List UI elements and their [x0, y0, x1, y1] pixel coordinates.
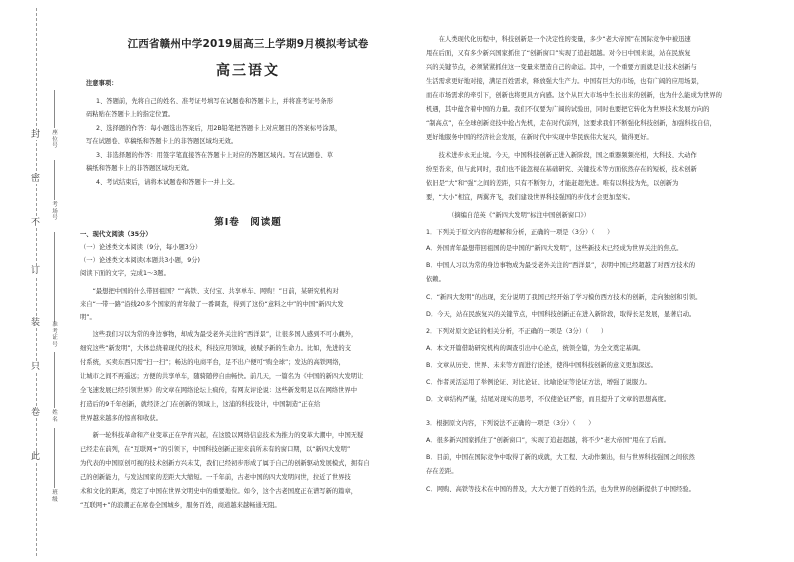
- body-line: 依旧是“大”和“强”之间的差距，只有不断努力，才能赶超先进。唯有以科技为先，以创新为: [426, 180, 679, 187]
- body-line: 来自“一带一路”沿线20多个国家的青年做了一番调查，得到了这份“意料之中”的中国“新四大发: [80, 301, 344, 308]
- notice-line: 1、答题前，先将自己的姓名、准考证号填写在试题卷和答题卡上，并将准考证号条形: [96, 98, 333, 105]
- body-line: 打造后的9千年创新，就经济之门在创新的领域上，这浦的科技设计，中国制造“正在给: [80, 401, 321, 408]
- notice-heading: 注意事项：: [86, 80, 118, 87]
- notice-line: 3、非选择题的作答：用签字笔直接答在答题卡上对应的答题区域内。写在试题卷、草: [96, 152, 333, 159]
- body-line: “最想把中国的什么带回祖国？”“高铁、支付宝、共享单车、网购！”日前，某研究机构对: [80, 288, 339, 295]
- fill-line: [54, 160, 55, 200]
- notice-line: 2、选择题的作答：每小题选出答案后，用2B铅笔把答题卡上对应题目的答案标号涂黑，: [96, 125, 342, 132]
- fill-line: [54, 90, 55, 128]
- body-line: 全飞速发展已经引领世界》的文章在网络论坛上疯传，有网友评论说：这些新发明足以在网络世界中: [80, 387, 358, 394]
- exam-title: 江西省赣州中学2019届高三上学期9月模拟考试卷: [127, 38, 369, 50]
- body-line: 付系统，买卖东西只需“扫一扫”；畅达的电商平台，足不出户便可“购全球”；发达的高铁网络，: [80, 359, 345, 366]
- fill-line: [54, 232, 55, 322]
- answer-option: D．今天，站在民族复兴的关键节点，中国科技创新正在进入新阶段，取得长足发展，显著启动。: [426, 311, 696, 318]
- body-line: 世界越来越多的惊喜和收获。: [80, 415, 162, 422]
- answer-option: B．目前，中国在国际竞争中取得了新的成就，大工程、大动作频出，但与世界科技强国之间依然: [426, 454, 695, 461]
- admission-number-label: 准考证号: [52, 322, 58, 348]
- answer-option: C．“新四大发明”的出现，充分说明了我国已经开始了学习模仿西方技术的创新，走向独创和引领。: [426, 294, 702, 301]
- section-title: 第Ⅰ卷 阅读题: [214, 217, 282, 228]
- seal-char: 装: [31, 318, 41, 328]
- answer-option: A．本文开篇借助研究机构的调查引出中心论点，统领全篇，为全文奠定基调。: [426, 345, 645, 352]
- seal-char: 不: [31, 218, 41, 228]
- body-line: 新一轮科技革命和产业变革正在孕育兴起，在这股以网络信息技术为推力的变革大潮中，中国无疑: [80, 432, 364, 439]
- answer-option: D．文章结构严谨，结尾对现实的思考，不仅使论证严密，而且提升了文章的思想高度。: [426, 396, 671, 403]
- body-line: 技术进步永无止境。今天，中国科技创新正进入新阶段，国之重器频频亮相，大科技、大动作: [426, 152, 697, 159]
- body-line: “制高点”，在全球创新竞技中抢占先机，走在时代前列，这要求我们不断强化科技创新，加强科技自信，: [426, 120, 716, 127]
- class-label: 班级: [52, 490, 58, 503]
- notice-line: 稿纸和答题卡上的非答题区域均无效。: [86, 165, 194, 172]
- seal-char: 卷: [31, 408, 41, 418]
- notice-line: 写在试题卷、草稿纸和答题卡上的非答题区域均无效。: [86, 138, 238, 145]
- body-line: 这些我们习以为常的身边事物，却成为最受老外关注的“西洋景”，让很多国人感到不可小觑外，: [80, 331, 358, 338]
- notice-line: 4、考试结束后，请将本试题卷和答题卡一并上交。: [96, 179, 239, 186]
- seal-line: [36, 8, 37, 556]
- answer-option: 依赖。: [426, 276, 445, 283]
- answer-option: B．文章从历史、世界、未来等方面进行论述，使得中国科技创新的意义更加深远。: [426, 362, 658, 369]
- seal-char: 封: [31, 130, 41, 140]
- fill-line: [54, 352, 55, 408]
- question-stem: 1．下列关于原文内容的理解和分析，正确的一项是（3分）（ ）: [426, 229, 614, 236]
- answer-option: B．中国人习以为常的身边事物成为最受老外关注的“西洋景”，表明中国已经超越了对西方技术的: [426, 262, 696, 269]
- question-stem: 3．根据原文内容，下列说法不正确的一项是（3分）（ ）: [426, 420, 595, 427]
- exam-room-label: 考场号: [52, 202, 58, 221]
- seal-char: 密: [31, 174, 41, 184]
- body-line: （一）论述类文本阅读（9分，每小题3分）: [80, 244, 202, 251]
- body-line: 纷至沓来，但与此同时，我们也不能忽视在基础研究、关键技术等方面依然存在的短板，技术创新: [426, 166, 697, 173]
- fill-line: [54, 428, 55, 488]
- body-line: “互联网+”的浪潮正在席卷全国城乡，服务百姓，商道越来越畅通无阻。: [80, 502, 281, 509]
- body-line: 细究这些“新发明”，大体总绕着现代的技术，科技应用领域，被赋予新的生命力。比如，先进的支: [80, 345, 351, 352]
- seal-char: 只: [31, 362, 41, 372]
- answer-option: A．很多新兴国家抓住了“创新窗口”，实现了追赶超越，将不少“老大帝国”甩在了后面。: [426, 437, 671, 444]
- answer-option: C．网购、高铁等技术在中国的普及，大大方便了百姓的生活，也为世界的创新提供了中国经验。: [426, 486, 695, 493]
- body-line: 让城市之间不再遥远；方便的共享单车，随骑随停自由畅快。前几天，一篇名为《中国的新四大发明让: [80, 373, 364, 380]
- name-label: 姓名: [52, 410, 58, 423]
- answer-option: C．作者灵活运用了举例论证、对比论证、比喻论证等论证方法，增强了说服力。: [426, 379, 651, 386]
- body-line: 在人类现代化历程中，科技创新是一个决定性的变量，多少“老大帝国”在国际竞争中被迅速: [426, 36, 691, 43]
- body-line: 明”。: [80, 314, 96, 321]
- body-line: 更好地服务中国的经济社会发展，在新时代中实现中华民族伟大复兴，做得更好。: [426, 134, 653, 141]
- body-line: 生活需求更好地对接，满足百姓需求，释放强大生产力。中国有巨大的市场，也有广阔的应用场景，: [426, 78, 704, 85]
- seal-char: 此: [31, 452, 41, 462]
- body-line: 阅读下面的文字，完成1～3题。: [80, 270, 170, 277]
- body-line: 甩在后面，又有多少新兴国家抓住了“创新窗口”实现了追赶超越。对今日中国来说，站在民族复: [426, 50, 691, 57]
- source-citation: （摘编自范英《“新四大发明”标注中国创新窗口》）: [426, 212, 590, 219]
- body-line: 一、现代文阅读（35分）: [80, 231, 152, 238]
- seal-char: 订: [31, 266, 41, 276]
- body-line: 兴的关键节点，必须紧紧抓住这一变量来塑造自己的命运。其中，一个重要方面就是让技术创新与: [426, 64, 697, 71]
- body-line: （一）论述类文本阅读(本题共3小题，9分): [80, 257, 200, 264]
- question-stem: 2．下列对原文论证的相关分析，不正确的一项是（3分）（ ）: [426, 328, 608, 335]
- answer-option: A．外国青年最想带回祖国的是中国的“新四大发明”，这些新技术已经成为世界关注的焦点。: [426, 245, 683, 252]
- notice-line: 码粘贴在答题卡上的指定位置。: [86, 111, 175, 118]
- body-line: 已经走在前列，在“互联网+”的引领下，中国科技创新正迎来前所未有的窗口期，以“新四大发明”: [80, 446, 351, 453]
- body-line: 要，“大小”相宜，两翼齐飞，我们建设世界科技强国的步伐才会更加坚实。: [426, 194, 635, 201]
- subject-title: 高三语文: [216, 63, 280, 79]
- body-line: 为代表的中国原创可视的技术创新方兴未艾，我们已经初步形成了属于自己的创新驱动发展模式，拥有自: [80, 460, 370, 467]
- seat-number-label: 座位号: [52, 130, 58, 149]
- body-line: 机遇，其中蕴含着中国的力量。我们不仅要为广阔的试验田，同时也要把它转化为世界技术发展方向的: [426, 106, 710, 113]
- binding-strip: [0, 0, 80, 562]
- body-line: 而在市场需求的牵引下，创新也将更具方向感。这个从巨大市场中生长出来的创新，也为什么能成为世界的: [426, 92, 722, 99]
- answer-option: 存在差距。: [426, 468, 458, 475]
- body-line: 术和文化的距离，奠定了中国在世界文明史中的重要地位。如今，这个古老国度正在谱写新的篇章，: [80, 488, 358, 495]
- body-line: 己的创新能力，与发达国家的差距大大缩短。一千年前，古老中国的四大发明问世，拉近了世界技: [80, 474, 351, 481]
